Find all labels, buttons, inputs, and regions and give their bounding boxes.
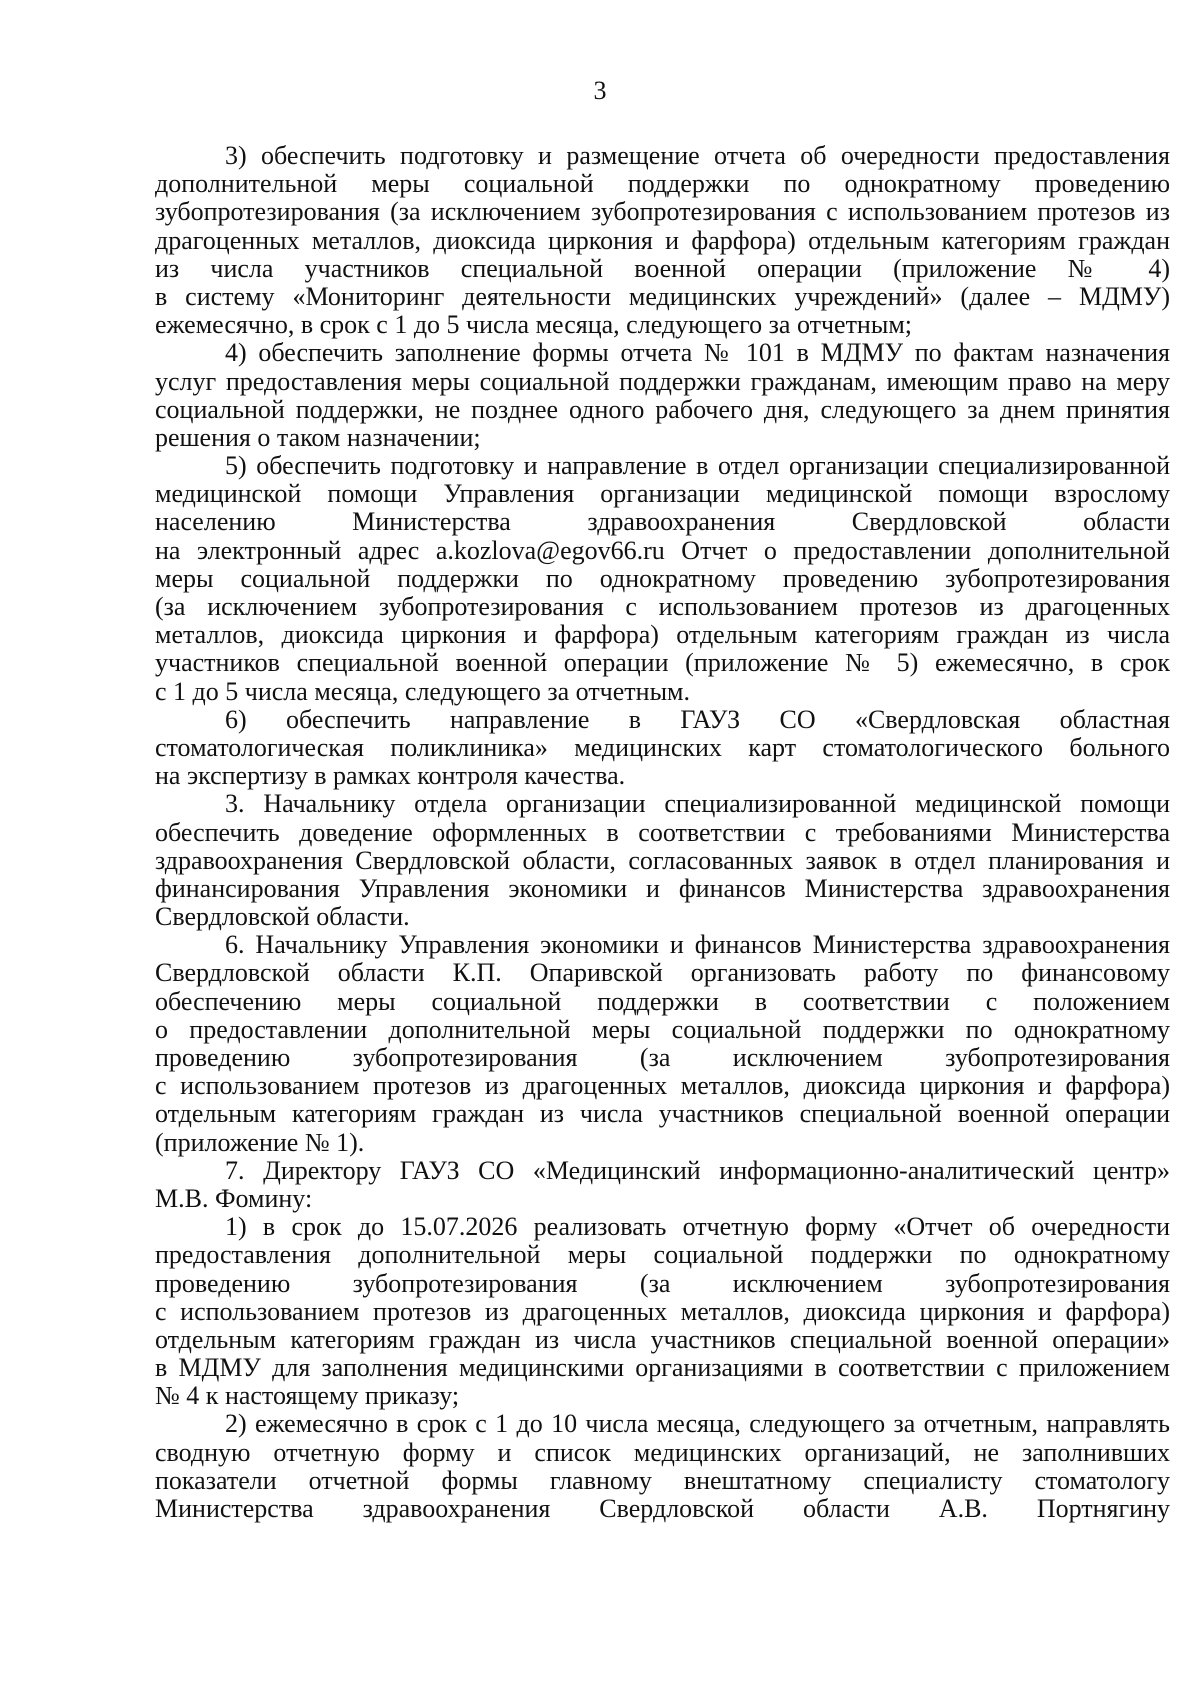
text-line: медицинской помощи Управления организации медицинской помощи взрослому [155,479,1170,509]
text-line: 6) обеспечить направление в ГАУЗ СО «Свердловская областная [225,704,1170,734]
text-line: сводную отчетную форму и список медицинских организаций, не заполнивших [155,1437,1170,1467]
text-line: с использованием протезов из драгоценных металлов, диоксида циркония и фарфора) [155,1071,1170,1101]
text-line: Министерства здравоохранения Свердловской области А.В. Портнягину [155,1494,1170,1523]
text-line: отдельным категориям граждан из числа участников специальной военной операции» [155,1324,1170,1354]
text-line: Свердловской области. [155,902,410,932]
document-body [155,142,1170,1523]
text-line: в систему «Мониторинг деятельности медицинских учреждений» (далее – МДМУ) [155,281,1170,311]
text-line: драгоценных металлов, диоксида циркония и фарфора) отдельным категориям граждан [155,225,1170,255]
text-line: на экспертизу в рамках контроля качества. [155,761,626,791]
paragraph [155,706,1170,791]
text-line: 1) в срок до 15.07.2026 реализовать отчетную форму «Отчет об очередности [225,1212,1170,1242]
text-line: финансирования Управления экономики и финансов Министерства здравоохранения [155,873,1170,903]
page-number: 3 [593,76,607,105]
text-line: с использованием протезов из драгоценных металлов, диоксида циркония и фарфора) [155,1296,1170,1326]
paragraph [155,339,1170,452]
text-line: № 4 к настоящему приказу; [155,1381,460,1411]
paragraph [155,790,1170,931]
text-line: здравоохранения Свердловской области, согласованных заявок в отдел планирования и [155,845,1170,875]
text-line: обеспечению меры социальной поддержки в соответствии с положением [155,986,1170,1016]
text-line: меры социальной поддержки по однократному проведению зубопротезирования [155,563,1170,593]
text-line: в МДМУ для заполнения медицинскими организациями в соответствии с приложением [155,1353,1170,1383]
text-line: участников специальной военной операции (приложение № 5) ежемесячно, в срок [155,648,1170,678]
text-line: 2) ежемесячно в срок с 1 до 10 числа месяца, следующего за отчетным, направлять [225,1409,1170,1439]
text-line: (приложение № 1). [155,1127,365,1157]
text-line: из числа участников специальной военной операции (приложение № 4) [155,253,1170,283]
text-line: на электронный адрес a.kozlova@egov66.ru Отчет о предоставлении дополнительной [155,535,1170,565]
text-line: Свердловской области К.П. Опаривской организовать работу по финансовому [155,958,1170,988]
text-line: 5) обеспечить подготовку и направление в отдел организации специализированной [225,451,1170,481]
paragraph [155,1157,1170,1213]
paragraph [155,931,1170,1157]
text-line: обеспечить доведение оформленных в соответствии с требованиями Министерства [155,817,1170,847]
text-line: предоставления дополнительной меры социальной поддержки по однократному [155,1240,1170,1270]
text-line: М.В. Фомину: [155,1183,313,1213]
text-line: 7. Директору ГАУЗ СО «Медицинский информационно-аналитический центр» [225,1155,1170,1185]
paragraph [155,1213,1170,1410]
text-line: стоматологическая поликлиника» медицинских карт стоматологического больного [155,732,1170,762]
text-line: дополнительной меры социальной поддержки по однократному проведению [155,169,1170,199]
text-line: ежемесячно, в срок с 1 до 5 числа месяца, следующего за отчетным; [155,310,912,340]
text-line: проведению зубопротезирования (за исключением зубопротезирования [155,1043,1170,1072]
text-line: услуг предоставления меры социальной поддержки гражданам, имеющим право на меру [155,366,1170,396]
text-line: с 1 до 5 числа месяца, следующего за отчетным. [155,676,690,706]
paragraph [155,452,1170,706]
paragraph [155,1410,1170,1523]
text-line: (за исключением зубопротезирования с использованием протезов из драгоценных [155,592,1170,621]
paragraph [155,142,1170,339]
text-line: 3) обеспечить подготовку и размещение отчета об очередности предоставления [225,141,1170,170]
text-line: 6. Начальнику Управления экономики и финансов Министерства здравоохранения [225,930,1170,960]
text-line: социальной поддержки, не позднее одного рабочего дня, следующего за днем принятия [155,394,1170,424]
text-line: отдельным категориям граждан из числа участников специальной военной операции [155,1099,1170,1129]
text-line: 4) обеспечить заполнение формы отчета № 101 в МДМУ по фактам назначения [225,338,1170,368]
text-line: о предоставлении дополнительной меры социальной поддержки по однократному [155,1014,1170,1044]
text-line: 3. Начальнику отдела организации специализированной медицинской помощи [225,789,1170,819]
text-line: проведению зубопротезирования (за исключением зубопротезирования [155,1268,1170,1298]
text-line: показатели отчетной формы главному внештатному специалисту стоматологу [155,1465,1170,1495]
text-line: решения о таком назначении; [155,422,481,452]
text-line: металлов, диоксида циркония и фарфора) отдельным категориям граждан из числа [155,620,1170,650]
text-line: населению Министерства здравоохранения Свердловской области [155,507,1170,537]
text-line: зубопротезирования (за исключением зубопротезирования с использованием протезов из [155,197,1170,227]
